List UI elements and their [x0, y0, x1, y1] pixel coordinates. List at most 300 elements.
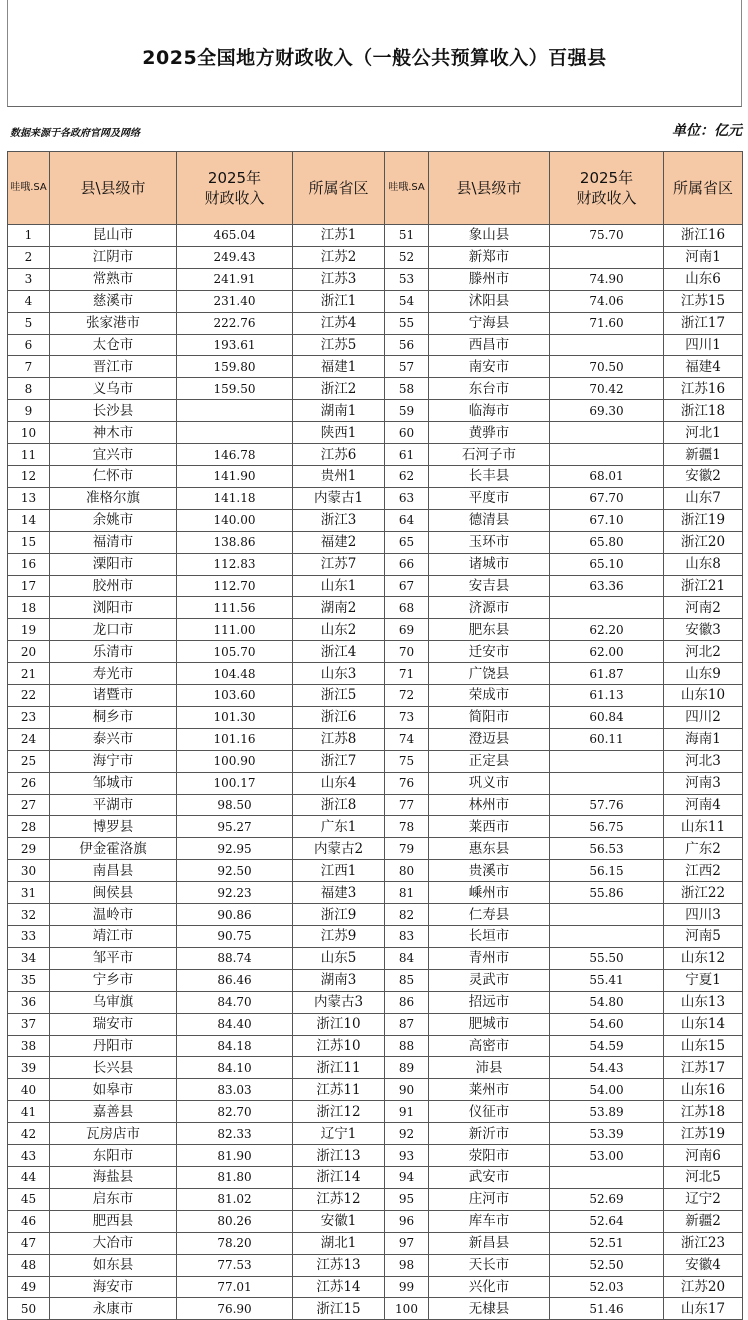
cell-rank-right: 83 — [385, 926, 429, 948]
cell-revenue-left: 111.00 — [177, 619, 293, 641]
cell-rank-left: 33 — [8, 926, 50, 948]
cell-name-right: 高密市 — [429, 1035, 550, 1057]
cell-rank-right: 76 — [385, 772, 429, 794]
cell-rank-left: 48 — [8, 1254, 50, 1276]
cell-revenue-left: 193.61 — [177, 334, 293, 356]
cell-province-left: 湖南1 — [293, 400, 385, 422]
cell-province-right: 河南3 — [664, 772, 743, 794]
cell-revenue-left: 92.23 — [177, 882, 293, 904]
cell-rank-right: 92 — [385, 1123, 429, 1145]
table-row — [8, 991, 743, 1013]
cell-revenue-right — [550, 1166, 664, 1188]
cell-name-right: 平度市 — [429, 487, 550, 509]
cell-revenue-left: 84.18 — [177, 1035, 293, 1057]
cell-rank-right: 80 — [385, 860, 429, 882]
cell-name-left: 邹城市 — [50, 772, 177, 794]
cell-province-right: 福建4 — [664, 356, 743, 378]
cell-province-left: 浙江10 — [293, 1013, 385, 1035]
cell-name-left: 龙口市 — [50, 619, 177, 641]
table-row — [8, 706, 743, 728]
cell-rank-left: 13 — [8, 487, 50, 509]
cell-province-left: 江苏14 — [293, 1276, 385, 1298]
cell-province-right: 宁夏1 — [664, 969, 743, 991]
cell-revenue-left: 90.86 — [177, 904, 293, 926]
cell-revenue-right: 53.89 — [550, 1101, 664, 1123]
cell-name-left: 海安市 — [50, 1276, 177, 1298]
cell-rank-right: 58 — [385, 378, 429, 400]
cell-revenue-left: 105.70 — [177, 641, 293, 663]
cell-revenue-right: 54.43 — [550, 1057, 664, 1079]
cell-revenue-right — [550, 334, 664, 356]
cell-rank-right: 66 — [385, 553, 429, 575]
cell-rank-right: 93 — [385, 1145, 429, 1167]
cell-revenue-right: 70.50 — [550, 356, 664, 378]
table-row — [8, 1057, 743, 1079]
table-row — [8, 838, 743, 860]
cell-revenue-right — [550, 904, 664, 926]
cell-rank-left: 24 — [8, 728, 50, 750]
cell-province-left: 湖北1 — [293, 1232, 385, 1254]
cell-revenue-right: 67.70 — [550, 487, 664, 509]
cell-revenue-right: 54.00 — [550, 1079, 664, 1101]
cell-name-left: 平湖市 — [50, 794, 177, 816]
cell-province-left: 湖南3 — [293, 969, 385, 991]
cell-province-right: 河南4 — [664, 794, 743, 816]
table-row — [8, 1276, 743, 1298]
cell-province-left: 浙江13 — [293, 1145, 385, 1167]
cell-province-right: 山东13 — [664, 991, 743, 1013]
cell-name-right: 青州市 — [429, 947, 550, 969]
cell-province-right: 浙江18 — [664, 400, 743, 422]
header-revenue-right — [550, 152, 664, 225]
cell-revenue-right: 62.20 — [550, 619, 664, 641]
cell-province-left: 浙江7 — [293, 750, 385, 772]
header-province-right: 所属省区 — [664, 152, 743, 225]
cell-name-left: 瑞安市 — [50, 1013, 177, 1035]
cell-name-left: 诸暨市 — [50, 685, 177, 707]
cell-revenue-left: 81.90 — [177, 1145, 293, 1167]
cell-revenue-left: 141.90 — [177, 465, 293, 487]
cell-name-left: 乌审旗 — [50, 991, 177, 1013]
table-row — [8, 1254, 743, 1276]
cell-name-right: 沛县 — [429, 1057, 550, 1079]
cell-name-left: 胶州市 — [50, 575, 177, 597]
cell-revenue-left: 101.16 — [177, 728, 293, 750]
cell-name-left: 太仓市 — [50, 334, 177, 356]
cell-name-left: 海盐县 — [50, 1166, 177, 1188]
cell-rank-left: 35 — [8, 969, 50, 991]
cell-revenue-right — [550, 772, 664, 794]
cell-province-left: 陕西1 — [293, 422, 385, 444]
cell-name-right: 临海市 — [429, 400, 550, 422]
cell-province-left: 江苏4 — [293, 312, 385, 334]
cell-revenue-left: 76.90 — [177, 1298, 293, 1320]
cell-revenue-left: 101.30 — [177, 706, 293, 728]
title-box — [7, 0, 742, 107]
cell-name-right: 迁安市 — [429, 641, 550, 663]
cell-rank-left: 23 — [8, 706, 50, 728]
table-row — [8, 772, 743, 794]
cell-rank-right: 82 — [385, 904, 429, 926]
cell-revenue-left: 138.86 — [177, 531, 293, 553]
table-row — [8, 1166, 743, 1188]
cell-province-right: 新疆1 — [664, 444, 743, 466]
cell-revenue-right: 52.50 — [550, 1254, 664, 1276]
cell-rank-left: 41 — [8, 1101, 50, 1123]
cell-rank-right: 95 — [385, 1188, 429, 1210]
cell-province-left: 广东1 — [293, 816, 385, 838]
cell-province-right: 山东14 — [664, 1013, 743, 1035]
cell-name-left: 常熟市 — [50, 268, 177, 290]
cell-name-right: 广饶县 — [429, 663, 550, 685]
cell-rank-left: 50 — [8, 1298, 50, 1320]
cell-revenue-left: 82.70 — [177, 1101, 293, 1123]
table-row — [8, 926, 743, 948]
header-county-left: 县\县级市 — [50, 152, 177, 225]
table-row — [8, 947, 743, 969]
cell-name-right: 西昌市 — [429, 334, 550, 356]
cell-rank-left: 18 — [8, 597, 50, 619]
table-row — [8, 334, 743, 356]
cell-rank-right: 81 — [385, 882, 429, 904]
cell-rank-left: 22 — [8, 685, 50, 707]
cell-name-left: 温岭市 — [50, 904, 177, 926]
cell-revenue-left: 78.20 — [177, 1232, 293, 1254]
cell-name-left: 长兴县 — [50, 1057, 177, 1079]
table-row — [8, 1210, 743, 1232]
cell-rank-right: 87 — [385, 1013, 429, 1035]
cell-rank-right: 64 — [385, 509, 429, 531]
cell-name-left: 桐乡市 — [50, 706, 177, 728]
cell-revenue-left: 249.43 — [177, 246, 293, 268]
cell-province-right: 浙江21 — [664, 575, 743, 597]
cell-province-left: 安徽1 — [293, 1210, 385, 1232]
cell-name-left: 如皋市 — [50, 1079, 177, 1101]
cell-province-right: 安徽4 — [664, 1254, 743, 1276]
cell-revenue-right: 63.36 — [550, 575, 664, 597]
cell-province-right: 辽宁2 — [664, 1188, 743, 1210]
cell-rank-left: 49 — [8, 1276, 50, 1298]
cell-name-right: 安吉县 — [429, 575, 550, 597]
cell-name-left: 东阳市 — [50, 1145, 177, 1167]
cell-province-right: 江苏15 — [664, 290, 743, 312]
meta-row — [7, 118, 742, 144]
cell-name-left: 伊金霍洛旗 — [50, 838, 177, 860]
cell-rank-right: 79 — [385, 838, 429, 860]
table-row — [8, 641, 743, 663]
cell-revenue-right: 60.11 — [550, 728, 664, 750]
cell-revenue-right: 54.60 — [550, 1013, 664, 1035]
cell-name-left: 嘉善县 — [50, 1101, 177, 1123]
cell-name-left: 仁怀市 — [50, 465, 177, 487]
cell-revenue-right — [550, 444, 664, 466]
cell-name-right: 灵武市 — [429, 969, 550, 991]
cell-revenue-left: 146.78 — [177, 444, 293, 466]
cell-revenue-right: 71.60 — [550, 312, 664, 334]
cell-revenue-right: 55.50 — [550, 947, 664, 969]
header-revenue-label: 财政收入 — [204, 189, 265, 207]
cell-rank-right: 69 — [385, 619, 429, 641]
cell-name-left: 张家港市 — [50, 312, 177, 334]
cell-name-right: 澄迈县 — [429, 728, 550, 750]
cell-rank-left: 31 — [8, 882, 50, 904]
cell-province-right: 海南1 — [664, 728, 743, 750]
cell-rank-left: 38 — [8, 1035, 50, 1057]
cell-name-right: 玉环市 — [429, 531, 550, 553]
cell-province-right: 安徽3 — [664, 619, 743, 641]
cell-revenue-left — [177, 400, 293, 422]
cell-name-left: 泰兴市 — [50, 728, 177, 750]
cell-name-left: 靖江市 — [50, 926, 177, 948]
cell-province-right: 山东12 — [664, 947, 743, 969]
cell-revenue-left: 222.76 — [177, 312, 293, 334]
cell-rank-left: 9 — [8, 400, 50, 422]
table-row — [8, 553, 743, 575]
cell-province-left: 浙江15 — [293, 1298, 385, 1320]
cell-rank-left: 6 — [8, 334, 50, 356]
cell-province-right: 河北5 — [664, 1166, 743, 1188]
cell-revenue-left: 231.40 — [177, 290, 293, 312]
cell-rank-left: 29 — [8, 838, 50, 860]
cell-rank-right: 57 — [385, 356, 429, 378]
cell-province-left: 浙江6 — [293, 706, 385, 728]
table-row — [8, 728, 743, 750]
cell-province-left: 浙江12 — [293, 1101, 385, 1123]
table-row — [8, 465, 743, 487]
cell-revenue-right: 54.80 — [550, 991, 664, 1013]
cell-name-right: 莱西市 — [429, 816, 550, 838]
cell-province-right: 浙江23 — [664, 1232, 743, 1254]
cell-province-right: 山东16 — [664, 1079, 743, 1101]
cell-rank-left: 1 — [8, 225, 50, 247]
table-row — [8, 378, 743, 400]
cell-revenue-left: 88.74 — [177, 947, 293, 969]
cell-name-right: 庄河市 — [429, 1188, 550, 1210]
cell-province-left: 浙江4 — [293, 641, 385, 663]
cell-revenue-left: 95.27 — [177, 816, 293, 838]
cell-revenue-right — [550, 750, 664, 772]
cell-rank-right: 54 — [385, 290, 429, 312]
cell-name-left: 晋江市 — [50, 356, 177, 378]
cell-revenue-left — [177, 422, 293, 444]
cell-rank-left: 27 — [8, 794, 50, 816]
cell-name-left: 丹阳市 — [50, 1035, 177, 1057]
table-row — [8, 882, 743, 904]
cell-revenue-right — [550, 926, 664, 948]
cell-rank-right: 90 — [385, 1079, 429, 1101]
cell-revenue-right: 67.10 — [550, 509, 664, 531]
table-row — [8, 816, 743, 838]
cell-name-left: 乐清市 — [50, 641, 177, 663]
cell-rank-right: 73 — [385, 706, 429, 728]
cell-revenue-left: 90.75 — [177, 926, 293, 948]
cell-province-left: 辽宁1 — [293, 1123, 385, 1145]
table-row — [8, 509, 743, 531]
cell-province-right: 浙江17 — [664, 312, 743, 334]
cell-rank-left: 8 — [8, 378, 50, 400]
cell-name-right: 巩义市 — [429, 772, 550, 794]
cell-rank-left: 28 — [8, 816, 50, 838]
cell-province-right: 江苏19 — [664, 1123, 743, 1145]
cell-rank-right: 56 — [385, 334, 429, 356]
cell-revenue-right: 55.86 — [550, 882, 664, 904]
cell-province-left: 江苏3 — [293, 268, 385, 290]
cell-province-right: 浙江22 — [664, 882, 743, 904]
cell-revenue-left: 81.02 — [177, 1188, 293, 1210]
cell-revenue-right: 56.75 — [550, 816, 664, 838]
cell-rank-left: 47 — [8, 1232, 50, 1254]
cell-name-left: 溧阳市 — [50, 553, 177, 575]
cell-name-left: 海宁市 — [50, 750, 177, 772]
cell-rank-right: 65 — [385, 531, 429, 553]
cell-name-right: 新郑市 — [429, 246, 550, 268]
cell-name-right: 仪征市 — [429, 1101, 550, 1123]
cell-province-right: 河北3 — [664, 750, 743, 772]
table-row — [8, 312, 743, 334]
cell-revenue-right — [550, 597, 664, 619]
cell-rank-right: 59 — [385, 400, 429, 422]
cell-name-right: 肥东县 — [429, 619, 550, 641]
cell-rank-right: 71 — [385, 663, 429, 685]
cell-rank-left: 36 — [8, 991, 50, 1013]
table-row — [8, 750, 743, 772]
cell-province-right: 山东17 — [664, 1298, 743, 1320]
table-row — [8, 575, 743, 597]
cell-province-left: 江苏2 — [293, 246, 385, 268]
cell-revenue-right: 75.70 — [550, 225, 664, 247]
cell-name-left: 南昌县 — [50, 860, 177, 882]
cell-rank-right: 89 — [385, 1057, 429, 1079]
cell-province-right: 江苏16 — [664, 378, 743, 400]
cell-revenue-left: 82.33 — [177, 1123, 293, 1145]
cell-revenue-right: 69.30 — [550, 400, 664, 422]
cell-province-left: 福建2 — [293, 531, 385, 553]
table-row — [8, 1101, 743, 1123]
table-row — [8, 246, 743, 268]
cell-province-left: 山东2 — [293, 619, 385, 641]
cell-province-left: 内蒙古3 — [293, 991, 385, 1013]
cell-revenue-left: 141.18 — [177, 487, 293, 509]
cell-name-right: 简阳市 — [429, 706, 550, 728]
cell-name-left: 福清市 — [50, 531, 177, 553]
cell-rank-left: 25 — [8, 750, 50, 772]
cell-revenue-left: 92.95 — [177, 838, 293, 860]
cell-name-left: 瓦房店市 — [50, 1123, 177, 1145]
cell-revenue-left: 140.00 — [177, 509, 293, 531]
cell-rank-left: 15 — [8, 531, 50, 553]
cell-name-right: 南安市 — [429, 356, 550, 378]
table-row — [8, 619, 743, 641]
cell-province-left: 浙江5 — [293, 685, 385, 707]
cell-name-left: 肥西县 — [50, 1210, 177, 1232]
table-row — [8, 597, 743, 619]
cell-revenue-right: 52.64 — [550, 1210, 664, 1232]
cell-province-left: 内蒙古1 — [293, 487, 385, 509]
cell-revenue-left: 100.90 — [177, 750, 293, 772]
cell-rank-right: 88 — [385, 1035, 429, 1057]
table-row — [8, 794, 743, 816]
cell-rank-right: 52 — [385, 246, 429, 268]
cell-name-left: 如东县 — [50, 1254, 177, 1276]
cell-rank-right: 100 — [385, 1298, 429, 1320]
cell-revenue-left: 241.91 — [177, 268, 293, 290]
cell-name-left: 浏阳市 — [50, 597, 177, 619]
cell-province-right: 山东10 — [664, 685, 743, 707]
table-row — [8, 422, 743, 444]
cell-revenue-left: 83.03 — [177, 1079, 293, 1101]
cell-name-left: 神木市 — [50, 422, 177, 444]
cell-name-right: 德清县 — [429, 509, 550, 531]
cell-name-left: 寿光市 — [50, 663, 177, 685]
cell-province-left: 江苏12 — [293, 1188, 385, 1210]
table-row — [8, 531, 743, 553]
cell-name-left: 义乌市 — [50, 378, 177, 400]
table-row — [8, 1145, 743, 1167]
cell-name-left: 余姚市 — [50, 509, 177, 531]
cell-province-left: 江苏1 — [293, 225, 385, 247]
page-title: 2025全国地方财政收入（一般公共预算收入）百强县 — [142, 46, 607, 69]
cell-name-right: 沭阳县 — [429, 290, 550, 312]
cell-revenue-left: 98.50 — [177, 794, 293, 816]
cell-revenue-right: 61.87 — [550, 663, 664, 685]
cell-revenue-right — [550, 246, 664, 268]
cell-revenue-right: 57.76 — [550, 794, 664, 816]
cell-province-left: 山东5 — [293, 947, 385, 969]
table-row — [8, 663, 743, 685]
cell-revenue-right: 56.15 — [550, 860, 664, 882]
cell-revenue-right: 68.01 — [550, 465, 664, 487]
cell-rank-left: 34 — [8, 947, 50, 969]
cell-revenue-left: 112.83 — [177, 553, 293, 575]
cell-revenue-left: 103.60 — [177, 685, 293, 707]
cell-revenue-left: 81.80 — [177, 1166, 293, 1188]
cell-revenue-right: 56.53 — [550, 838, 664, 860]
cell-province-right: 河北1 — [664, 422, 743, 444]
source-note: 数据来源于各政府官网及网络 — [10, 128, 140, 139]
cell-rank-right: 78 — [385, 816, 429, 838]
table-row — [8, 904, 743, 926]
cell-name-right: 库车市 — [429, 1210, 550, 1232]
cell-name-right: 招远市 — [429, 991, 550, 1013]
cell-rank-right: 51 — [385, 225, 429, 247]
cell-province-left: 福建1 — [293, 356, 385, 378]
cell-name-right: 长垣市 — [429, 926, 550, 948]
cell-name-right: 武安市 — [429, 1166, 550, 1188]
cell-rank-right: 98 — [385, 1254, 429, 1276]
cell-name-right: 济源市 — [429, 597, 550, 619]
cell-province-right: 江苏17 — [664, 1057, 743, 1079]
cell-province-left: 江苏11 — [293, 1079, 385, 1101]
cell-name-right: 新沂市 — [429, 1123, 550, 1145]
cell-name-right: 天长市 — [429, 1254, 550, 1276]
cell-name-right: 荣成市 — [429, 685, 550, 707]
cell-rank-right: 85 — [385, 969, 429, 991]
table-row — [8, 1035, 743, 1057]
cell-province-right: 河南2 — [664, 597, 743, 619]
cell-rank-left: 17 — [8, 575, 50, 597]
cell-province-left: 江苏6 — [293, 444, 385, 466]
ranking-table — [7, 151, 743, 1320]
cell-province-left: 浙江14 — [293, 1166, 385, 1188]
cell-province-right: 安徽2 — [664, 465, 743, 487]
cell-province-left: 湖南2 — [293, 597, 385, 619]
cell-province-right: 山东6 — [664, 268, 743, 290]
cell-rank-left: 46 — [8, 1210, 50, 1232]
cell-revenue-left: 465.04 — [177, 225, 293, 247]
cell-rank-right: 91 — [385, 1101, 429, 1123]
cell-province-left: 江苏8 — [293, 728, 385, 750]
cell-province-left: 山东3 — [293, 663, 385, 685]
